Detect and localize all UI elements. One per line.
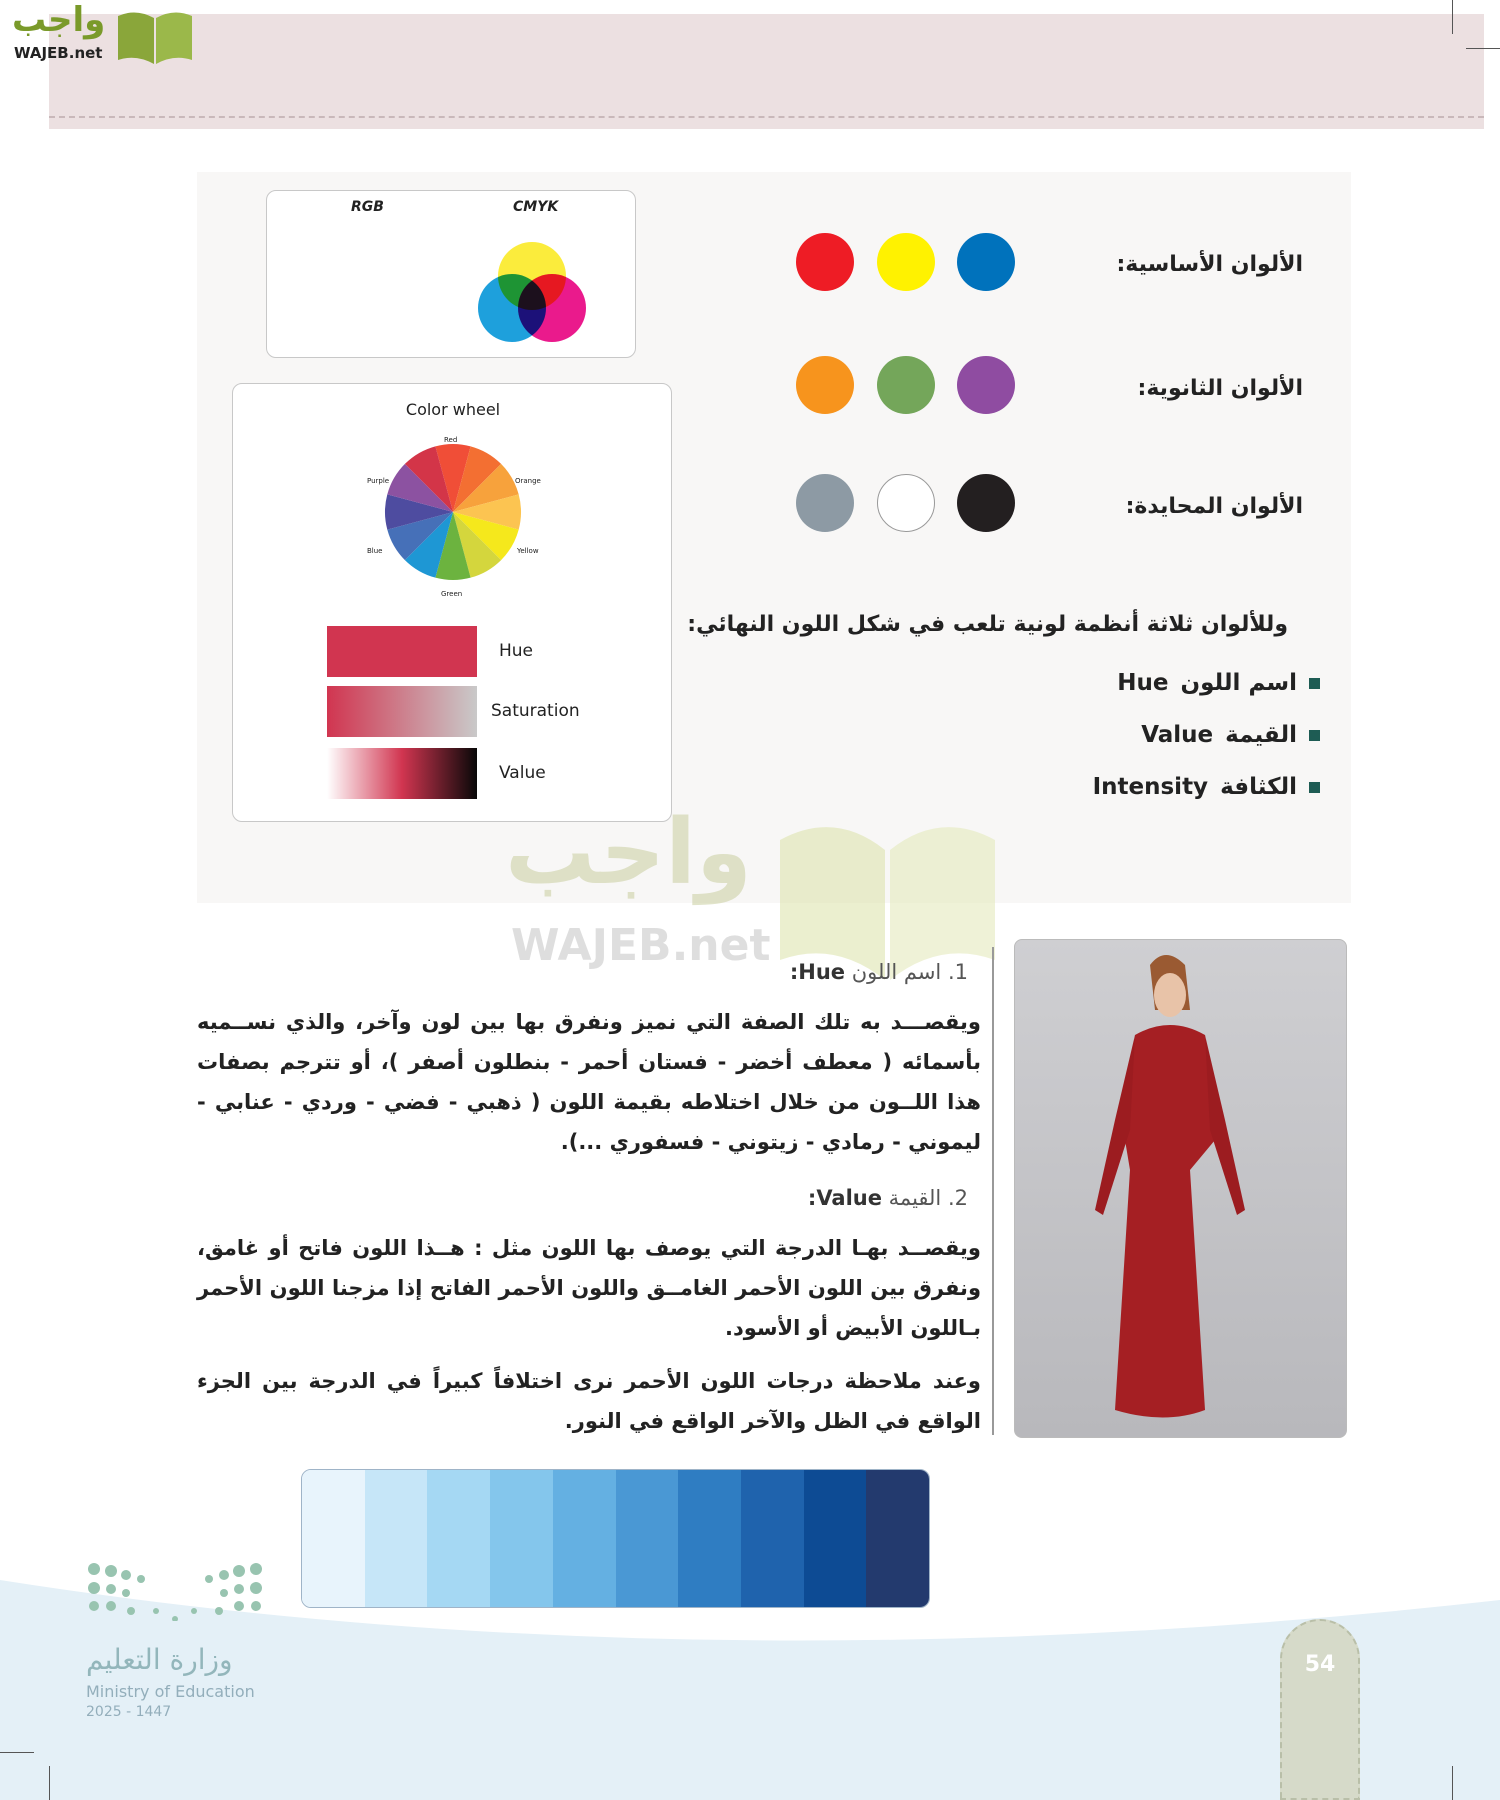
ministry-dots-icon — [86, 1561, 266, 1621]
primary-color-swatch — [796, 233, 854, 291]
heading-en: Hue: — [789, 960, 846, 984]
heading-text: 2. القيمة — [888, 1186, 968, 1210]
heading-text: 1. اسم اللون — [851, 960, 968, 984]
value-swatch — [741, 1470, 804, 1607]
bullet-square-icon — [1309, 678, 1320, 689]
secondary-color-swatch — [957, 356, 1015, 414]
crop-mark — [49, 1766, 50, 1800]
bullet-en: Intensity — [1092, 774, 1209, 800]
neutral-color-swatch — [877, 474, 935, 532]
bullet-ar: اسم اللون — [1180, 670, 1297, 696]
hue-label: Hue — [499, 641, 534, 661]
value-swatch — [616, 1470, 679, 1607]
saturation-bar — [327, 686, 477, 737]
value-swatch — [490, 1470, 553, 1607]
section2-paragraph-2: وعند ملاحظة درجات اللون الأحمر نرى اختلافاً كبيراً في الدرجة بين الجزء الواقع في الظل والآخر الواقع في النور. — [197, 1369, 981, 1433]
value-swatch — [553, 1470, 616, 1607]
secondary-color-swatch — [877, 356, 935, 414]
bullet-value — [1141, 722, 1320, 748]
primary-colors-label: الألوان الأساسية: — [1116, 252, 1303, 277]
crop-mark — [0, 1752, 34, 1753]
color-wheel-diagram — [232, 383, 672, 822]
bullet-ar: القيمة — [1225, 722, 1297, 748]
section1-heading — [790, 960, 968, 984]
wajeb-watermark — [505, 800, 1005, 980]
bullet-en: Hue — [1117, 670, 1169, 696]
label-blue: Blue — [367, 547, 383, 555]
secondary-colors-label: الألوان الثانوية: — [1137, 376, 1303, 401]
crop-mark — [1466, 48, 1500, 49]
wajeb-logo[interactable] — [8, 0, 193, 68]
section2-heading — [808, 1186, 968, 1210]
watermark-arabic: واجب — [505, 800, 752, 905]
neutral-colors-label: الألوان المحايدة: — [1125, 494, 1303, 519]
header-band — [49, 14, 1484, 129]
section1-paragraph: ويقصـــد به تلك الصفة التي نميز ونفرق بها بين لون وآخر، والذي نســميه بأسمائه ( معطف أخضر - فستان أحمر - بنطلون أصفر )، أو تترجم بصفات هذا اللــون من خلال اختلاطه بقيمة اللون ( ذهبي - فضي - وردي - عنابي - ليموني - رمادي - زيتوني - فسفوري ...). — [197, 1010, 981, 1154]
value-bar — [327, 748, 477, 799]
label-yellow: Yellow — [517, 547, 539, 555]
red-dress-photo — [1014, 939, 1347, 1438]
book-icon — [116, 8, 194, 66]
cmyk-label: CMYK — [513, 199, 559, 215]
primary-color-swatch — [877, 233, 935, 291]
page-number-tab — [1280, 1619, 1360, 1800]
blue-value-strip — [301, 1469, 930, 1608]
crop-mark — [1452, 1766, 1453, 1800]
ministry-logo — [86, 1561, 276, 1726]
logo-english: WAJEB.net — [14, 44, 103, 62]
heading-en: Value: — [807, 1186, 882, 1210]
hue-bar — [327, 626, 477, 677]
cmyk-venn — [472, 236, 592, 351]
value-swatch — [365, 1470, 428, 1607]
saturation-label: Saturation — [491, 701, 580, 721]
secondary-color-swatch — [796, 356, 854, 414]
page-number: 54 — [1304, 1652, 1336, 1677]
neutral-color-swatch — [957, 474, 1015, 532]
neutral-color-swatch — [796, 474, 854, 532]
rgb-label: RGB — [351, 199, 384, 215]
bullet-hue — [1117, 670, 1320, 696]
label-purple: Purple — [367, 477, 390, 485]
bullet-en: Value — [1141, 722, 1214, 748]
intro-text: وللألوان ثلاثة أنظمة لونية تلعب في شكل اللون النهائي: — [687, 612, 1288, 637]
logo-arabic: واجب — [12, 0, 106, 40]
watermark-book-icon — [775, 810, 1000, 980]
crop-mark — [1452, 0, 1453, 34]
bullet-square-icon — [1309, 782, 1320, 793]
value-swatch — [302, 1470, 365, 1607]
watermark-english: WAJEB.net — [511, 920, 771, 971]
divider-line — [992, 947, 994, 1435]
ministry-arabic: وزارة التعليم — [86, 1643, 233, 1676]
rgb-cmyk-diagram — [266, 190, 636, 358]
ministry-year: 2025 - 1447 — [86, 1704, 172, 1720]
value-swatch — [427, 1470, 490, 1607]
rgb-venn — [307, 236, 427, 351]
value-label: Value — [499, 763, 546, 783]
value-swatch — [678, 1470, 741, 1607]
value-swatch — [866, 1470, 929, 1607]
color-wheel-title: Color wheel — [405, 400, 501, 419]
label-green: Green — [441, 590, 463, 598]
bullet-ar: الكثافة — [1220, 774, 1297, 800]
primary-color-swatch — [957, 233, 1015, 291]
bullet-intensity — [1093, 774, 1320, 800]
label-red: Red — [444, 436, 458, 444]
color-wheel — [383, 442, 523, 582]
label-orange: Orange — [515, 477, 541, 485]
ministry-english: Ministry of Education — [86, 1682, 255, 1701]
section2-paragraph: ويقصــد بهـا الدرجة التي يوصف بها اللون مثل : هــذا اللون فاتح أو غامق، ونفرق بين اللون الأحمر الغامــق واللون الأحمر الفاتح إذا مزجنا اللون الأحمر بـاللون الأبيض أو الأسود. — [197, 1236, 981, 1340]
bullet-square-icon — [1309, 730, 1320, 741]
value-swatch — [804, 1470, 867, 1607]
